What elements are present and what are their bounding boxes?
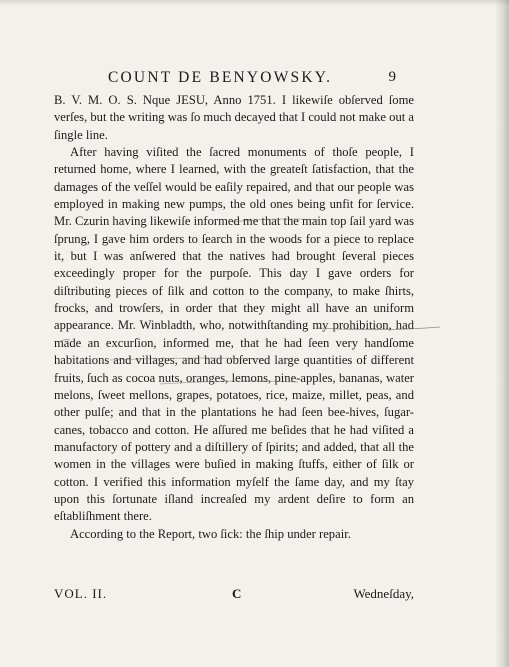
paragraph-report: According to the Report, two ſick: the ſhip under repair. — [70, 526, 351, 541]
catchword: Wedneſday, — [353, 586, 414, 601]
page-header — [80, 69, 396, 89]
volume-signature: VOL. II. — [54, 586, 108, 601]
paragraph-main: After having viſited the ſacred monuments of thoſe people, I returned home, where I learned, with the greateſt ſatisfaction, that the damages of the veſſel would be eaſily repaired, and that our people was employed in making new pumps, the old ones being unfit for ſervice. Mr. Czurin having likewiſe informed me that the main top ſail yard was ſprung, I gave him orders to ſearch in the woods for a piece to replace it, but I was anſwered that the natives had brought ſeveral pieces exceedingly proper for the purpoſe. This day I gave orders for diſtributing pieces of ſilk and cotton to the company, to make ſhirts, frocks, and trowſers, in order that they might all have an uniform appearance. Mr. Winbladth, who, notwithſtanding my prohibition, had made an excurſion, informed me, that he had ſeen very handſome habitations and villages, and had obſerved large quantities of different fruits, ſuch as cocoa nuts, oranges, lemons, pine-apples, bananas, water melons, ſweet mellons, grapes, potatoes, rice, maize, millet, peas, and other pulſe; and that in the plantations he had ſeen bee-hives, ſugar-canes, tobacco and cotton. He aſſured me beſides that he had viſited a manufactory of pottery and a diſtillery of ſpirits; and added, that all the women in the villages were buſied in making ſtuffs, either of ſilk or cotton. I verified this information myſelf the ſame day, and my ſtay upon this ſortunate iſland increaſed my ardent deſire to form an eſtabliſhment there. — [54, 145, 414, 524]
body-text — [54, 92, 414, 543]
page-top-edge — [0, 0, 509, 6]
gathering-signature-mark: C — [232, 586, 242, 601]
paragraph-continued: B. V. M. O. S. Nque JESU, Anno 1751. I likewiſe obſerved ſome verſes, but the writing was ſo much decayed that I could not make out a ſingle line. — [54, 93, 414, 142]
page-number: 9 — [388, 69, 396, 85]
running-title: COUNT DE BENYOWSKY. — [108, 69, 333, 86]
page-footer — [54, 586, 414, 604]
page-gutter-shadow — [495, 0, 509, 667]
